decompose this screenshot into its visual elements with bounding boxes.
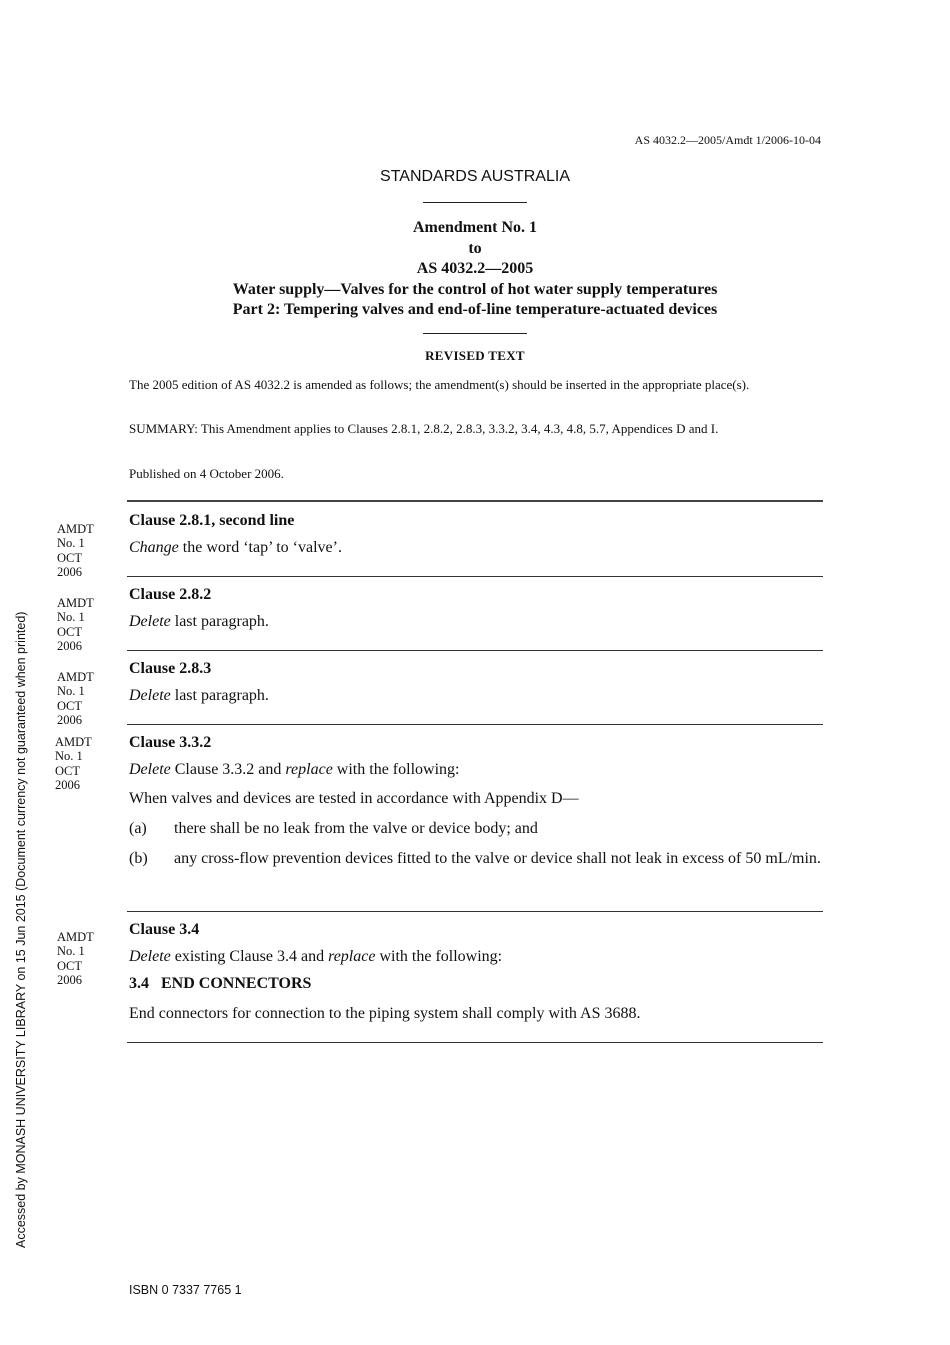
isbn: ISBN 0 7337 7765 1 (129, 1283, 242, 1297)
clause-heading: Clause 3.3.2 (129, 734, 212, 751)
clause-2-8-2 (129, 585, 821, 632)
amdt-marker: AMDT No. 1 OCT 2006 (55, 735, 92, 792)
clause-divider (127, 911, 823, 912)
clause-divider (127, 650, 823, 651)
amendment-to: to (468, 239, 482, 257)
clause-heading: Clause 2.8.3 (129, 660, 212, 677)
revised-text-label: REVISED TEXT (425, 348, 525, 363)
amdt-marker: AMDT No. 1 OCT 2006 (57, 670, 94, 727)
clause-instruction: Change the word ‘tap’ to ‘valve’. (129, 539, 342, 556)
clause-instruction: Delete Clause 3.3.2 and replace with the following: (129, 761, 460, 778)
clause-divider (127, 724, 823, 725)
clause-2-8-3 (129, 659, 821, 706)
standard-number: AS 4032.2—2005 (416, 260, 534, 277)
clause-heading: Clause 3.4 (129, 921, 200, 938)
standard-part: Part 2: Tempering valves and end-of-line temperature-actuated devices (232, 301, 718, 318)
title-divider-bottom (423, 333, 527, 334)
clause-body: End connectors for connection to the piping system shall comply with AS 3688. (129, 1005, 641, 1022)
organization-name: STANDARDS AUSTRALIA (380, 168, 570, 185)
document-reference: AS 4032.2—2005/Amdt 1/2006-10-04 (634, 133, 821, 147)
amdt-marker: AMDT No. 1 OCT 2006 (57, 930, 94, 987)
clause-divider (127, 1042, 823, 1043)
standard-title: Water supply—Valves for the control of hot water supply temperatures (232, 280, 718, 298)
clause-3-4 (129, 920, 821, 1024)
amdt-marker: AMDT No. 1 OCT 2006 (57, 522, 94, 579)
amdt-marker: AMDT No. 1 OCT 2006 (57, 596, 94, 653)
clause-heading: Clause 2.8.1, second line (129, 512, 295, 529)
clause-divider (127, 576, 823, 577)
list-item: (b) any cross-flow prevention devices fitted to the valve or device shall not leak in excess of 50 mL/min. (129, 850, 821, 867)
access-watermark: Accessed by MONASH UNIVERSITY LIBRARY on 15 Jun 2015 (Document currency not guaranteed when printed) (14, 611, 28, 1248)
clause-heading: Clause 2.8.2 (129, 586, 212, 603)
clause-3-3-2 (129, 733, 821, 869)
clause-2-8-1 (129, 511, 821, 558)
clause-subheading: 3.4 END CONNECTORS (129, 975, 312, 992)
clause-lead-text: When valves and devices are tested in accordance with Appendix D— (129, 790, 579, 807)
amendment-number: Amendment No. 1 (413, 219, 537, 236)
published-date: Published on 4 October 2006. (129, 466, 284, 481)
title-block (0, 218, 950, 321)
clause-instruction: Delete existing Clause 3.4 and replace with the following: (129, 948, 503, 965)
summary: SUMMARY: This Amendment applies to Clauses 2.8.1, 2.8.2, 2.8.3, 3.3.2, 3.4, 4.3, 4.8, 5.7, Appendices D and I. (129, 421, 719, 436)
title-divider-top (423, 202, 527, 203)
section-divider (127, 500, 823, 502)
clause-instruction: Delete last paragraph. (129, 613, 269, 630)
list-item: (a) there shall be no leak from the valve or device body; and (129, 820, 538, 837)
amendment-statement: The 2005 edition of AS 4032.2 is amended as follows; the amendment(s) should be inserted in the appropriate place(s). (129, 377, 750, 392)
clause-instruction: Delete last paragraph. (129, 687, 269, 704)
